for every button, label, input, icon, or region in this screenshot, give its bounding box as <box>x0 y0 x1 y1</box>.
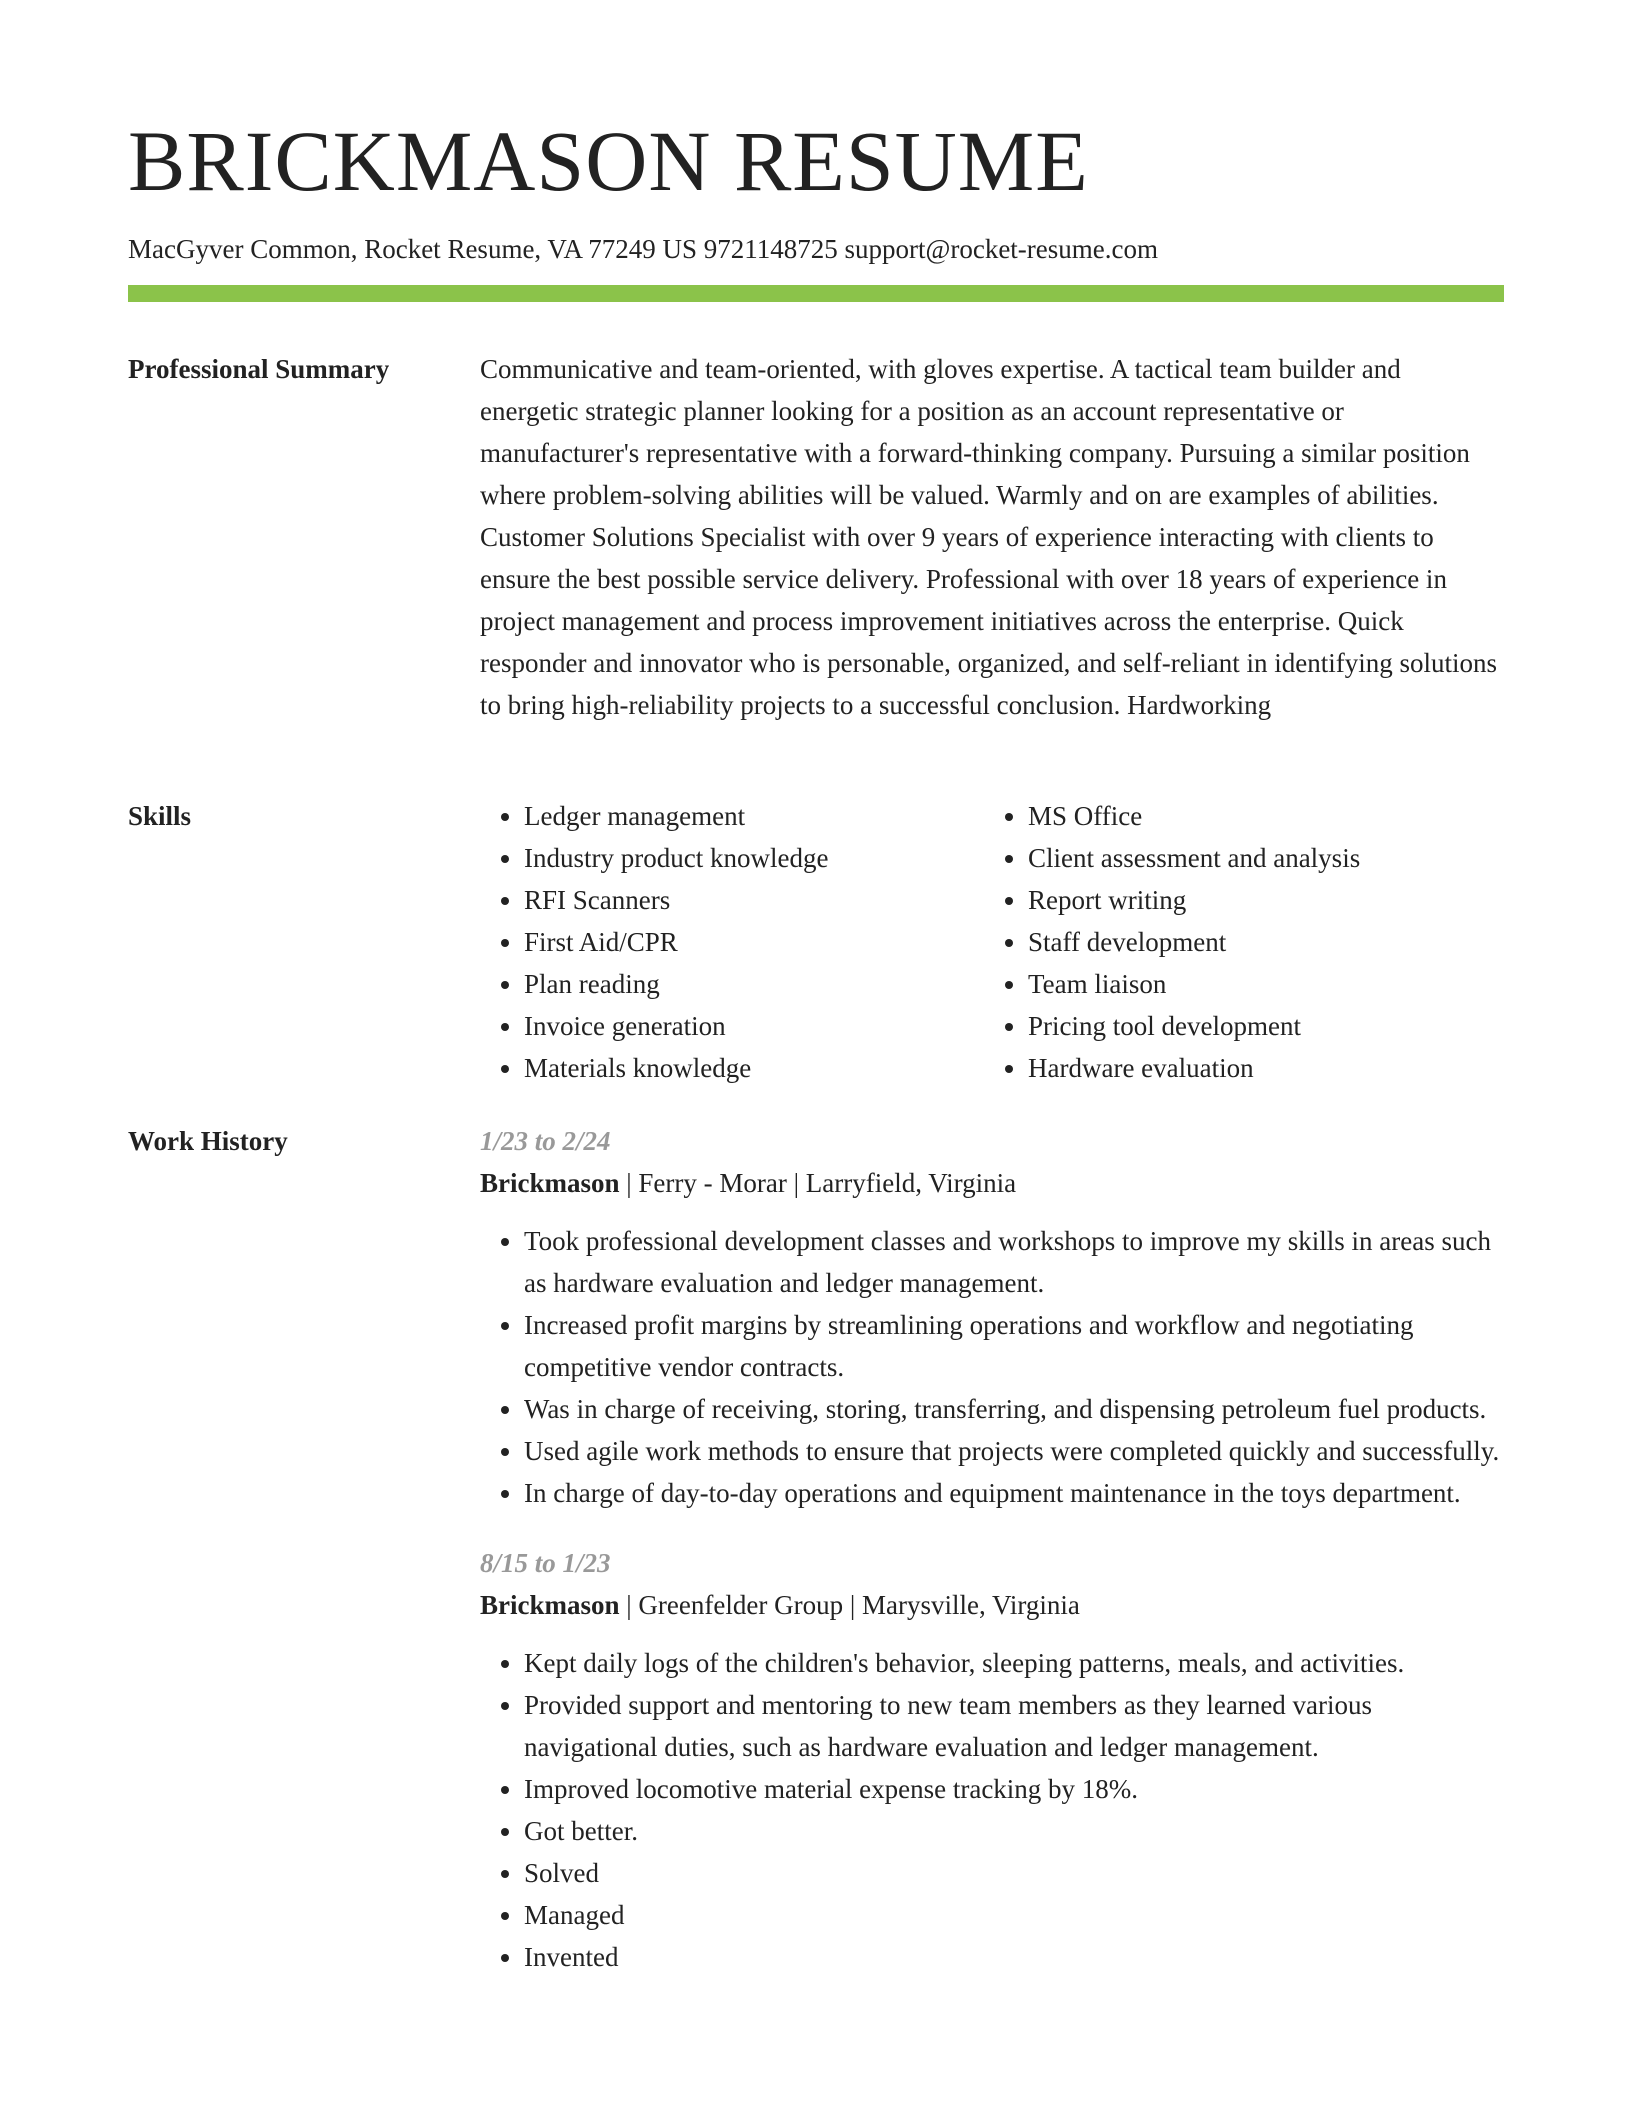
skill-item: • Client assessment and analysis <box>1028 837 1488 879</box>
job-bullet-list <box>480 1642 1504 1978</box>
skill-item: • Plan reading <box>524 963 984 1005</box>
summary-text: Communicative and team-oriented, with gloves expertise. A tactical team builder and energetic strategic planner looking for a position as an account representative or manufacturer's representative with a forward-thinking company. Pursuing a similar position where problem-solving abilities will be valued. Warmly and on are examples of abilities. Customer Solutions Specialist with over 9 years of experience interacting with clients to ensure the best possible service delivery. Professional with over 18 years of experience in project management and process improvement initiatives across the enterprise. Quick responder and innovator who is personable, organized, and self-reliant in identifying solutions to bring high-reliability projects to a successful conclusion. Hardworking <box>480 354 1498 720</box>
job-heading <box>480 1584 1504 1626</box>
job-heading <box>480 1162 1504 1204</box>
skill-item: • Report writing <box>1028 879 1488 921</box>
job-bullet: • In charge of day-to-day operations and equipment maintenance in the toys department. <box>524 1472 1504 1514</box>
job-bullet: • Invented <box>524 1936 1504 1978</box>
work-history-label: Work History <box>128 1126 288 1156</box>
skill-item: • Ledger management <box>524 795 984 837</box>
skill-item: • Industry product knowledge <box>524 837 984 879</box>
contact-line: MacGyver Common, Rocket Resume, VA 77249 US 9721148725 support@rocket-resume.com <box>128 234 1158 264</box>
job-entry <box>480 1120 1504 1514</box>
job-bullet: • Was in charge of receiving, storing, transferring, and dispensing petroleum fuel products. <box>524 1388 1504 1430</box>
job-dates: 1/23 to 2/24 <box>480 1126 611 1156</box>
accent-divider <box>128 285 1504 302</box>
job-bullet: • Improved locomotive material expense tracking by 18%. <box>524 1768 1504 1810</box>
skills-list-right <box>984 795 1488 1089</box>
job-role: Brickmason <box>480 1168 620 1198</box>
job-bullet: • Kept daily logs of the children's behavior, sleeping patterns, meals, and activities. <box>524 1642 1504 1684</box>
skill-item: • Pricing tool development <box>1028 1005 1488 1047</box>
job-entry <box>480 1542 1504 1978</box>
skill-item: • Team liaison <box>1028 963 1488 1005</box>
skills-label: Skills <box>128 801 192 831</box>
skill-item: • First Aid/CPR <box>524 921 984 963</box>
job-bullet: • Used agile work methods to ensure that projects were completed quickly and successfully. <box>524 1430 1504 1472</box>
job-bullet: • Provided support and mentoring to new team members as they learned various navigational duties, such as hardware evaluation and ledger management. <box>524 1684 1504 1768</box>
skill-item: • MS Office <box>1028 795 1488 837</box>
skill-item: • Hardware evaluation <box>1028 1047 1488 1089</box>
skills-columns <box>480 795 1504 1089</box>
job-bullet: • Increased profit margins by streamlining operations and workflow and negotiating competitive vendor contracts. <box>524 1304 1504 1388</box>
skills-body <box>480 795 1504 1089</box>
skill-item: • Invoice generation <box>524 1005 984 1047</box>
work-history-body <box>480 1120 1504 1978</box>
skill-item: • RFI Scanners <box>524 879 984 921</box>
resume-title: BRICKMASON RESUME <box>128 113 1089 209</box>
job-bullet: • Solved <box>524 1852 1504 1894</box>
skills-list-left <box>480 795 984 1089</box>
skill-item: • Materials knowledge <box>524 1047 984 1089</box>
job-bullet: • Managed <box>524 1894 1504 1936</box>
job-dates: 8/15 to 1/23 <box>480 1548 611 1578</box>
job-role: Brickmason <box>480 1590 620 1620</box>
job-bullet-list <box>480 1220 1504 1514</box>
job-bullet: • Took professional development classes and workshops to improve my skills in areas such as hardware evaluation and ledger management. <box>524 1220 1504 1304</box>
job-details: | Ferry - Morar | Larryfield, Virginia <box>619 1168 1017 1198</box>
skill-item: • Staff development <box>1028 921 1488 963</box>
summary-label: Professional Summary <box>128 354 390 384</box>
job-details: | Greenfelder Group | Marysville, Virginia <box>619 1590 1080 1620</box>
summary-body <box>480 348 1504 726</box>
job-bullet: • Got better. <box>524 1810 1504 1852</box>
